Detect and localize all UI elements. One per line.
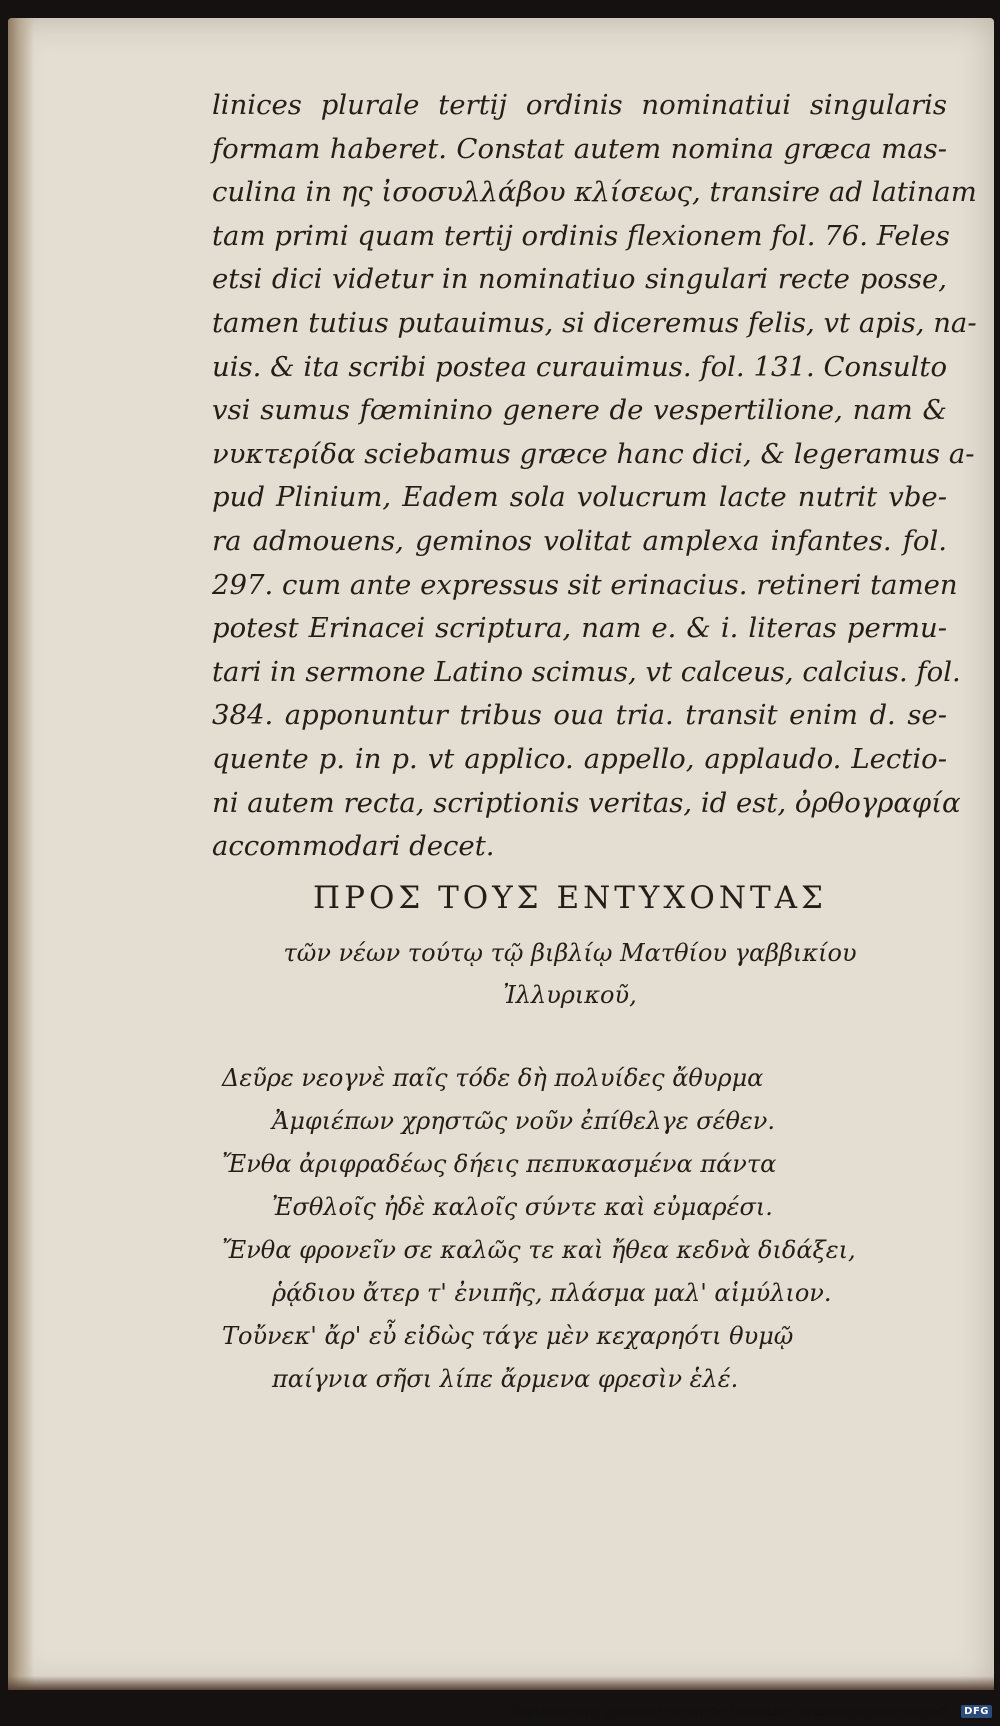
- body-line: νυκτερίδα sciebamus græce hanc dici, & legeramus a-: [212, 437, 975, 470]
- poem-line: Ἔνθα ἀριφραδέως δήεις πεπυκασμένα πάντα: [222, 1150, 777, 1178]
- page-bottom-edge: [8, 1676, 994, 1690]
- greek-heading: ΠΡΟΣ ΤΟΥΣ ΕΝΤΥΧΟΝΤΑΣ: [313, 880, 827, 916]
- body-line: 384. apponuntur tribus oua tria. transit enim d. se-: [212, 699, 947, 732]
- page-binding-edge: [8, 18, 34, 1690]
- body-line: tam primi quam tertij ordinis flexionem fol. 76. Feles: [212, 219, 950, 252]
- poem-line: Ἀμφιέπων χρηστῶς νοῦν ἐπίθελγε σέθεν.: [272, 1107, 776, 1135]
- poem-line: Τοὔνεκ' ἄρ' εὖ εἰδὼς τάγε μὲν κεχαρηότι θυμῷ: [222, 1322, 794, 1350]
- credit-text: Digitalisierung gefördert durch die Deutsche Forschungsgemeinschaft -: [510, 1704, 958, 1719]
- greek-subtitle: [240, 932, 900, 1016]
- greek-subtitle-line: Ἰλλυρικοῦ,: [503, 981, 637, 1009]
- body-line: potest Erinacei scriptura, nam e. & i. literas permu-: [212, 612, 947, 645]
- greek-poem: [222, 1057, 922, 1401]
- body-line: tamen tutius putauimus, si diceremus felis, vt apis, na-: [212, 306, 977, 339]
- poem-line: Δεῦρε νεογνὲ παῖς τόδε δὴ πολυίδες ἄθυρμα: [222, 1064, 764, 1092]
- body-line: linices plurale tertij ordinis nominatiui singularis: [212, 89, 947, 121]
- body-line: uis. & ita scribi postea curauimus. fol. 131. Consulto: [212, 350, 947, 383]
- latin-body-text: [212, 84, 977, 869]
- body-line: 297. cum ante expressus sit erinacius. retineri tamen: [212, 568, 958, 601]
- body-line: etsi dici videtur in nominatiuo singulari recte posse,: [212, 263, 947, 296]
- greek-subtitle-line: τῶν νέων τούτῳ τῷ βιβλίῳ Ματθίου γαββικίου: [283, 939, 857, 967]
- poem-line: παίγνια σῆσι λίπε ἄρμενα φρεσὶν ἑλέ.: [272, 1365, 739, 1393]
- body-line: quente p. in p. vt applico. appello, applaudo. Lectio-: [212, 742, 947, 775]
- poem-line: ῥᾴδιου ἄτερ τ' ἐνιπῆς, πλάσμα μαλ' αἱμύλιον.: [272, 1279, 832, 1307]
- poem-line: Ἔνθα φρονεῖν σε καλῶς τε καὶ ἤθεα κεδνὰ διδάξει,: [222, 1236, 856, 1264]
- body-line: ra admouens, geminos volitat amplexa infantes. fol.: [212, 524, 947, 557]
- poem-line: Ἐσθλοῖς ἠδὲ καλοῖς σύντε καὶ εὐμαρέσι.: [272, 1193, 773, 1221]
- body-line: formam haberet. Constat autem nomina græca mas-: [212, 132, 947, 165]
- body-line: culina in ης ἰσοσυλλάβου κλίσεως, transire ad latinam: [212, 176, 977, 209]
- body-line-last: accommodari decet.: [212, 830, 495, 863]
- body-line: ni autem recta, scriptionis veritas, id est, ὀρθογραφία: [212, 786, 961, 819]
- digitization-credit: [510, 1704, 992, 1719]
- dfg-logo: DFG: [961, 1705, 992, 1718]
- body-line: vsi sumus fœminino genere de vespertilione, nam &: [212, 394, 947, 427]
- body-line: pud Plinium, Eadem sola volucrum lacte nutrit vbe-: [212, 481, 947, 514]
- body-line: tari in sermone Latino scimus, vt calceus, calcius. fol.: [212, 655, 961, 688]
